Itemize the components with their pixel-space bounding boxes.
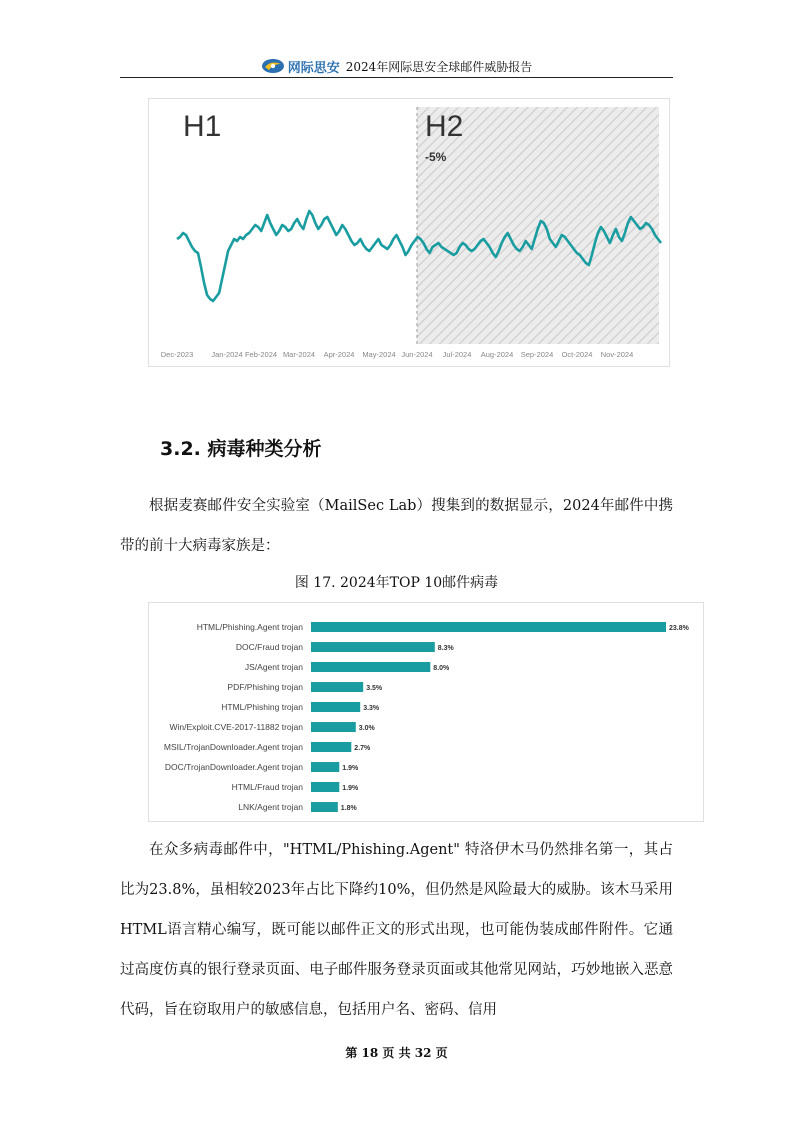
- bar-category-label: HTML/Fraud trojan: [231, 782, 303, 792]
- top10-virus-bar-chart: [148, 602, 704, 822]
- logo-swirl-icon: [261, 58, 285, 74]
- x-tick-label: Aug-2024: [480, 350, 514, 359]
- h1-label: H1: [183, 110, 222, 143]
- x-tick-label: May-2024: [362, 350, 396, 359]
- page-footer: 第 18 页 共 32 页: [345, 1046, 448, 1060]
- bar-category-label: DOC/TrojanDownloader.Agent trojan: [164, 762, 303, 772]
- bar-value-label: 8.3%: [437, 645, 454, 652]
- bar-category-label: PDF/Phishing trojan: [227, 682, 303, 692]
- bar-value-label: 3.3%: [363, 705, 380, 712]
- x-tick-label: Mar-2024: [282, 350, 316, 359]
- bar: [311, 762, 339, 772]
- x-tick-label: Jun-2024: [401, 350, 433, 359]
- bar-value-label: 23.8%: [669, 625, 689, 632]
- bar-value-label: 3.5%: [366, 685, 383, 692]
- bar-value-label: 3.0%: [358, 725, 375, 732]
- trend-chart-svg: [149, 99, 669, 366]
- logo-text: 网际思安: [287, 60, 340, 76]
- bar: [311, 622, 666, 632]
- bar-category-label: HTML/Phishing.Agent trojan: [196, 622, 303, 632]
- section-title: 3.2. 病毒种类分析: [160, 438, 322, 460]
- bar-category-label: HTML/Phishing trojan: [221, 702, 303, 712]
- bar: [311, 722, 356, 732]
- bar-category-label: Win/Exploit.CVE-2017-11882 trojan: [169, 722, 303, 732]
- trend-x-ticks: [161, 350, 634, 359]
- bar-value-label: 2.7%: [354, 745, 371, 752]
- bar: [311, 802, 338, 812]
- figure-caption: 图 17. 2024年TOP 10邮件病毒: [294, 575, 499, 591]
- bar: [311, 642, 435, 652]
- bar: [311, 782, 339, 792]
- bar-category-label: DOC/Fraud trojan: [235, 642, 303, 652]
- h2-change-label: -5%: [425, 150, 447, 164]
- bar-category-label: LNK/Agent trojan: [238, 802, 303, 812]
- x-tick-label: Feb-2024: [244, 350, 278, 359]
- x-tick-label: Jul-2024: [442, 350, 472, 359]
- company-logo: [261, 57, 340, 76]
- x-tick-label: Jan-2024: [211, 350, 243, 359]
- x-tick-label: Nov-2024: [600, 350, 634, 359]
- bar: [311, 742, 351, 752]
- analysis-paragraph: 在众多病毒邮件中，"HTML/Phishing.Agent" 特洛伊木马仍然排名第一，其占比为23.8%，虽相较2023年占比下降约10%，但仍然是风险最大的威胁。该木马采用HTML语言精心编写，既可能以邮件正文的形式出现，也可能伪装成邮件附件。它通过高度仿真的银行登录页面、电子邮件服务登录页面或其他常见网站，巧妙地嵌入恶意代码，旨在窃取用户的敏感信息，包括用户名、密码、信用: [120, 842, 673, 1018]
- x-tick-label: Dec-2023: [160, 350, 194, 359]
- trend-chart: [148, 98, 670, 367]
- x-tick-label: Oct-2024: [561, 350, 593, 359]
- bar: [311, 702, 360, 712]
- page-header: [120, 55, 673, 78]
- bar-category-label: JS/Agent trojan: [244, 662, 303, 672]
- bar-category-label: MSIL/TrojanDownloader.Agent trojan: [163, 742, 303, 752]
- bar-value-label: 1.8%: [340, 805, 357, 812]
- bar: [311, 662, 430, 672]
- bar-value-label: 1.9%: [342, 785, 359, 792]
- intro-paragraph: 根据麦赛邮件安全实验室（MailSec Lab）搜集到的数据显示，2024年邮件中携带的前十大病毒家族是：: [120, 498, 673, 554]
- bar-chart-svg: [149, 603, 703, 821]
- header-title: 2024年网际思安全球邮件威胁报告: [345, 59, 533, 74]
- x-tick-label: Sep-2024: [520, 350, 554, 359]
- h2-label: H2: [425, 110, 464, 143]
- bar-value-label: 1.9%: [342, 765, 359, 772]
- bar: [311, 682, 363, 692]
- x-tick-label: Apr-2024: [323, 350, 355, 359]
- bar-value-label: 8.0%: [433, 665, 450, 672]
